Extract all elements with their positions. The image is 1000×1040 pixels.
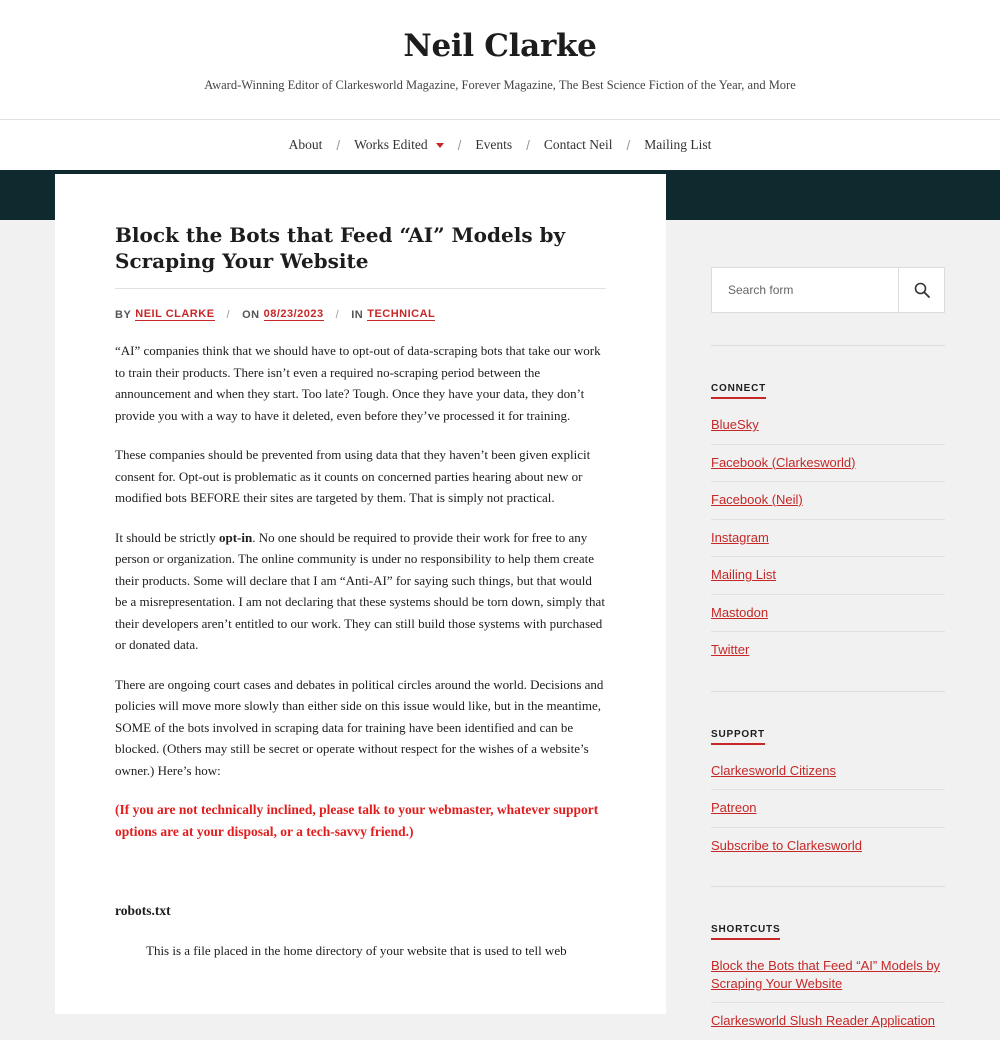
paragraph: This is a file placed in the home directory of your website that is used to tell web bbox=[146, 942, 567, 958]
nav-separator: / bbox=[526, 137, 530, 153]
robots-heading: robots.txt bbox=[115, 903, 171, 918]
link-clarkesworld-citizens[interactable]: Clarkesworld Citizens bbox=[711, 762, 836, 778]
list-item bbox=[711, 520, 945, 558]
meta-by-label: BY bbox=[115, 308, 132, 321]
warning-note: (If you are not technically inclined, please talk to your webmaster, whatever support options are at your disposal, or a tech-savvy friend.) bbox=[115, 802, 599, 839]
meta-in-label: IN bbox=[351, 308, 364, 321]
link-mastodon[interactable]: Mastodon bbox=[711, 604, 769, 620]
list-item bbox=[711, 753, 945, 791]
list-item bbox=[711, 482, 945, 520]
nav-contact-neil[interactable]: Contact Neil bbox=[543, 137, 613, 152]
search-form bbox=[711, 267, 945, 313]
link-facebook-clarkesworld[interactable]: Facebook (Clarkesworld) bbox=[711, 454, 856, 470]
post-meta bbox=[115, 308, 435, 321]
paragraph: These companies should be prevented from using data that they haven’t been given explicit consent for. Opt-out is problematic as it counts on concerned parties hearing about new or modified bots BEFORE their sites are targeted by them. That is simply not practical. bbox=[115, 447, 591, 505]
main-nav bbox=[0, 120, 1000, 170]
site-tagline: Award-Winning Editor of Clarkesworld Magazine, Forever Magazine, The Best Science Fiction of the Year, and More bbox=[204, 78, 796, 92]
chevron-down-icon[interactable] bbox=[436, 143, 444, 148]
paragraph: There are ongoing court cases and debates in political circles around the world. Decisions and policies will move more slowly than either side on this issue would like, but in the meantime, SOME of the bots involved in scraping data for training have been identified and can be blocked. (Others may still be secret or operate without respect for the wishes of a website’s owner.) Here’s how: bbox=[115, 676, 604, 778]
link-bluesky[interactable]: BlueSky bbox=[711, 417, 759, 432]
link-patreon[interactable]: Patreon bbox=[711, 800, 757, 815]
list-item bbox=[711, 407, 945, 445]
list-item bbox=[711, 790, 945, 828]
meta-on-label: ON bbox=[242, 308, 260, 321]
shortcuts-widget bbox=[711, 919, 945, 1040]
post-content bbox=[115, 340, 606, 979]
sidebar bbox=[711, 267, 945, 1040]
link-shortcut-slush-reader[interactable]: Clarkesworld Slush Reader Application bbox=[711, 1013, 936, 1028]
link-instagram[interactable]: Instagram bbox=[711, 529, 769, 545]
nav-separator: / bbox=[336, 137, 341, 153]
link-shortcut-block-bots[interactable]: Block the Bots that Feed “AI” Models by Scraping Your Website bbox=[711, 958, 941, 991]
widget-divider bbox=[711, 886, 945, 887]
nav-separator: / bbox=[626, 137, 631, 153]
support-widget bbox=[711, 724, 945, 865]
search-icon bbox=[914, 282, 930, 298]
list-item bbox=[711, 557, 945, 595]
list-item bbox=[711, 948, 945, 1003]
site-title[interactable]: Neil Clarke bbox=[403, 28, 597, 64]
list-item bbox=[711, 1003, 945, 1040]
link-mailing-list[interactable]: Mailing List bbox=[711, 567, 777, 582]
widget-divider bbox=[711, 691, 945, 692]
nav-about[interactable]: About bbox=[288, 137, 323, 152]
search-input[interactable] bbox=[712, 268, 899, 312]
list-item bbox=[711, 828, 945, 865]
title-divider bbox=[115, 288, 606, 289]
shortcuts-title: SHORTCUTS bbox=[711, 924, 780, 940]
post-container bbox=[55, 174, 666, 1014]
opt-in-emphasis: opt-in bbox=[219, 529, 253, 545]
paragraph-text: It should be strictly bbox=[115, 529, 219, 545]
site-header bbox=[0, 0, 1000, 120]
nav-events[interactable]: Events bbox=[475, 137, 513, 152]
nav-works-edited[interactable]: Works Edited bbox=[354, 137, 428, 152]
nav-separator: / bbox=[457, 137, 462, 153]
list-item bbox=[711, 595, 945, 633]
nav-mailing-list[interactable]: Mailing List bbox=[644, 137, 712, 152]
date-link[interactable]: 08/23/2023 bbox=[263, 308, 324, 320]
link-twitter[interactable]: Twitter bbox=[711, 642, 750, 657]
post-title[interactable]: Block the Bots that Feed “AI” Models by Scraping Your Website bbox=[115, 223, 566, 273]
list-item bbox=[711, 445, 945, 483]
category-link[interactable]: TECHNICAL bbox=[367, 308, 436, 320]
connect-widget bbox=[711, 378, 945, 669]
paragraph bbox=[115, 527, 606, 656]
search-button[interactable] bbox=[898, 268, 944, 312]
support-title: SUPPORT bbox=[711, 729, 765, 745]
widget-divider bbox=[711, 345, 945, 346]
paragraph: “AI” companies think that we should have to opt-out of data-scraping bots that take our work to train their products. There isn’t even a required no-scraping period between the announcement and when they start. Too late? Tough. Once they have your data, they don’t provide you with a way to have it deleted, even before they’ve processed it for training. bbox=[115, 343, 601, 423]
link-subscribe-clarkesworld[interactable]: Subscribe to Clarkesworld bbox=[711, 837, 863, 853]
author-link[interactable]: NEIL CLARKE bbox=[135, 308, 215, 320]
list-item bbox=[711, 632, 945, 669]
paragraph-text: . No one should be required to provide their work for free to any person or organization. The online community is under no responsibility to help them create their products. Some will declare that I am “Anti-AI” for saying such things, but that would be a misrepresentation. I am not declaring that these systems should be torn down, simply that their developers aren’t entitled to our work. They can still build those systems with purchased or donated data. bbox=[115, 529, 605, 652]
connect-title: CONNECT bbox=[711, 383, 766, 399]
link-facebook-neil[interactable]: Facebook (Neil) bbox=[711, 492, 803, 507]
meta-separator: / bbox=[226, 308, 231, 321]
meta-separator: / bbox=[335, 308, 340, 321]
